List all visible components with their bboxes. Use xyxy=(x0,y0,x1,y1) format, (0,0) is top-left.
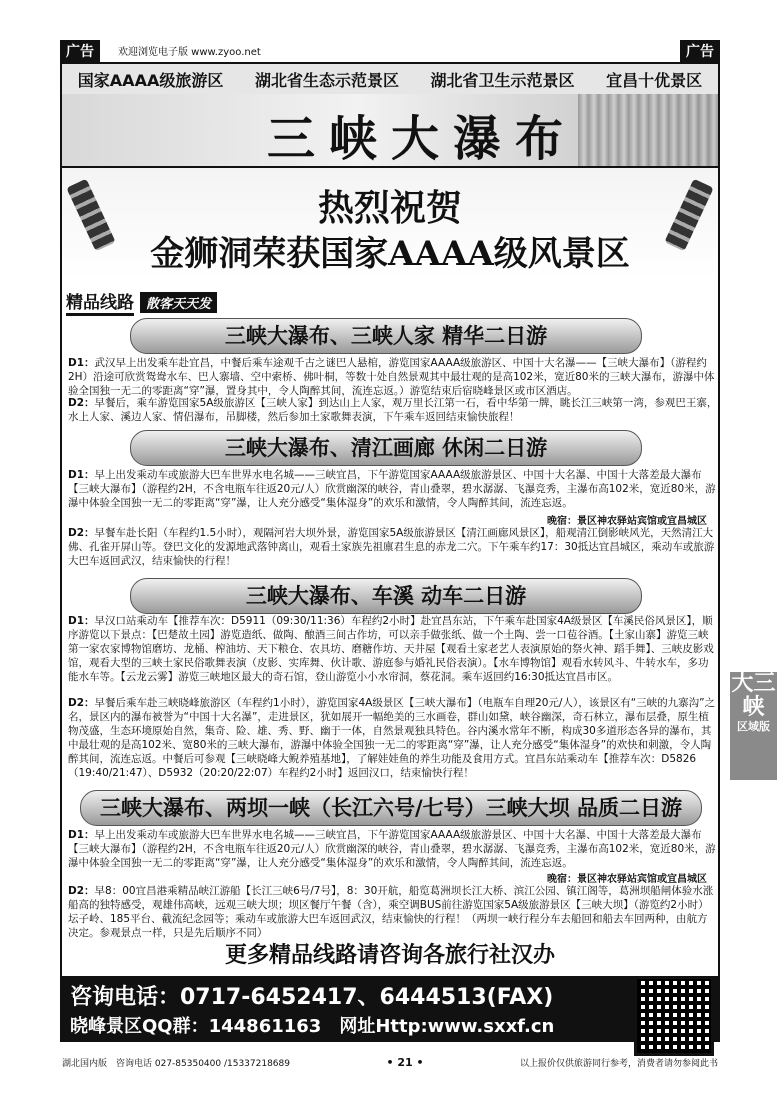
route-title: 三峡大瀑布、清江画廊 休闲二日游 xyxy=(130,430,642,466)
route-note: 晚宿：景区神农驿站宾馆或宜昌城区 xyxy=(547,516,707,527)
route-note: 晚宿：景区神农驿站宾馆或宜昌城区 xyxy=(547,874,707,885)
footer-right: 以上报价仅供旅游同行参考，消费者请勿参阅此书 xyxy=(519,1059,718,1069)
badge-2: 湖北省生态示范景区 xyxy=(254,70,399,90)
phone-number[interactable]: 咨询电话：0717-6452417、6444513(FAX) xyxy=(70,985,554,1010)
route-day: D2：早餐后乘车赴三峡晓峰旅游区（车程约1小时），游览国家4A级景区【三峡大瀑布】（电瓶车自理20元/人），该景区有“三峡的九寨沟”之名，景区内的瀑布被誉为“中国十大名瀑”，走进景区，犹如展开一幅绝美的三水画卷，群山如黛，峡谷幽深，奇石林立，瀑布层叠，原生植物茂盛，生态环境原始自然，集奇、险、雄、秀、野、幽于一体，自然景观独具特色。谷内溪水常年不断，构成30多道形态各异的瀑布，其中最壮观的是高102米、宽80米的三峡大瀑布，游瀑中体验全国独一无二的零距离“穿”瀑，让人充分感受“集体湿身”的欢快和刺激，令人陶醉其间，流连忘返。中餐后可参观【三峡晓峰大鲵养殖基地】，了解娃娃鱼的养生功能及食用方式。宜昌东站乘动车【推荐车次：D5826（19:40/21:47）、D5932（20:20/22:07）车程约2小时】返回汉口，结束愉快行程！ xyxy=(68,697,716,779)
route-title: 三峡大瀑布、两坝一峡（长江六号/七号）三峡大坝 品质二日游 xyxy=(80,790,702,826)
route-day: D2：早餐车赴长阳（车程约1.5小时），观隔河岩大坝外景，游览国家5A级旅游景区【清江画廊风景区】，船观清江倒影峡风光，天然清江大佛、孔雀开屏山等。登巴文化的发源地武落钟离山，观看土家族先祖廪君生息的赤龙二穴。下午乘车约17：30抵达宜昌城区，乘动车或旅游大巴车返回武汉，结束愉快的行程！ xyxy=(68,527,715,567)
hero-banner xyxy=(62,94,718,168)
route-day: D1：早汉口站乘动车【推荐车次：D5911（09:30/11:36）车程约2小时】赴宜昌东站，下午乘车赴国家4A级景区【车溪民俗风景区】，顺序游览以下景点：【巴楚故土园】游览造纸、做陶、酿酒三间古作坊，可以亲手做张纸、做一个土陶、尝一口苞谷酒。【土家山寨】游览三峡第一家农家博物馆磨坊、龙桶、榨油坊、天下粮仓、农具坊、磨糖作坊、天井屋【观看土家老艺人表演原始的祭火神、蹈手舞】、三峡皮影戏馆，观看大型的三峡土家民俗歌舞表演（皮影、实库舞、伙计歌、游庭参与婚礼民俗表演）。【水车博物馆】观看水转风斗、牛转水车，多功能水车等。【云龙云雾】游览三峡地区最大的奇石馆，登山游览小小水帘洞，蔡花洞。乘车返回约16:30抵达宜昌市区。 xyxy=(68,615,714,683)
top-strip xyxy=(60,40,720,60)
qr-code-icon[interactable] xyxy=(634,976,714,1056)
call-to-action: 更多精品线路请咨询各旅行社汉办 xyxy=(224,943,555,968)
route-day: D1：早上出发乘动车或旅游大巴车世界水电名城——三峡宜昌，下午游览国家AAAA级旅游景区、中国十大名瀑、中国十大落差最大瀑布【三峡大瀑布】（游程约2H，不含电瓶车往返20元/人）欣赏幽深的峡谷，青山叠翠，碧水潺潺、飞瀑竞秀，主瀑布高102米，宽近80米，游瀑中体验全国独一无二的零距离“穿”瀑，让人充分感受“集体湿身”的欢乐和激情，令人陶醉其间，流连忘返。 xyxy=(68,829,716,869)
congrats-block xyxy=(62,168,718,278)
side-tab[interactable] xyxy=(730,672,777,780)
route-day: D2：早8：00宜昌港乘精品峡江游船【长江三峡6号/7号】，8：30开航，船览葛洲坝长江大桥、滨江公园、镇江阁等，葛洲坝船闸体验水涨船高的独特感受，观雄伟高峡，远观三峡大坝；坝区餐厅午餐（含），乘空调BUS前往游览国家5A级旅游景区【三峡大坝】（游览约2小时）坛子岭、185平台、截流纪念园等；乘动车或旅游大巴车返回武汉，结束愉快的行程！（两坝一峡行程分车去船回和船去车回两种，由航方决定。参观景点一样，只是先后顺序不同） xyxy=(68,885,714,939)
ad-label-left: 广告 xyxy=(60,40,100,62)
side-tab-title: 大三峡 xyxy=(731,671,776,720)
qq-and-website[interactable]: 晓峰景区QQ群：144861163 网址Http:www.sxxf.cn xyxy=(70,1016,555,1037)
honor-badges xyxy=(62,64,718,94)
congrats-subtitle: 金狮洞荣获国家AAAA级风景区 xyxy=(150,234,630,274)
route-day: D2：早餐后，乘车游览国家5A级旅游区【三峡人家】到达山上人家，观万里长江第一石，看中华第一牌，眺长江三峡第一湾，参观巴王寨，水上人家、溪边人家、情侣瀑布，吊脚楼，然后参加土家歌舞表演，下午乘车返回结束愉快旅程！ xyxy=(68,397,718,423)
section-header xyxy=(66,290,217,314)
contact-box xyxy=(62,976,718,1040)
route-title: 三峡大瀑布、车溪 动车二日游 xyxy=(130,578,642,614)
badge-4: 宜昌十优景区 xyxy=(606,70,703,90)
section-slogan: 散客天天发 xyxy=(140,292,217,313)
site-url[interactable]: 欢迎浏览电子版 www.zyoo.net xyxy=(118,46,261,58)
page-number: • 21 • xyxy=(386,1056,424,1069)
route-day: D1：武汉早上出发乘车赴宜昌，中餐后乘车途观千古之谜巴人悬棺，游览国家AAAA级旅游区、中国十大名瀑——【三峡大瀑布】（游程约2H）沿途可欣赏鸳鸯水车、巴人寨墙、空中索桥、佛叶桐，等数十处自然景观其中最壮观的是高102米，宽近80米的三峡大瀑布，游瀑中体验全国独一无二的零距离“穿”瀑，置身其中，令人陶醉其间，流连忘返。）游览结束后宿晓峰景区或市区酒店。 xyxy=(68,357,715,397)
section-title: 精品线路 xyxy=(66,288,134,316)
footer-left: 湖北国内版 咨询电话 027-85350400 /15337218689 xyxy=(62,1059,290,1069)
badge-3: 湖北省卫生示范景区 xyxy=(430,70,575,90)
badge-1: 国家AAAA级旅游区 xyxy=(77,70,224,90)
ad-label-right: 广告 xyxy=(680,40,720,62)
page-footer xyxy=(62,1056,718,1069)
hero-title: 三峡大瀑布 xyxy=(266,111,577,167)
route-title: 三峡大瀑布、三峡人家 精华二日游 xyxy=(130,318,642,354)
side-tab-subtitle: 区域版 xyxy=(737,720,770,733)
route-day: D1：早上出发乘动车或旅游大巴车世界水电名城——三峡宜昌，下午游览国家AAAA级旅游景区、中国十大名瀑、中国十大落差最大瀑布【三峡大瀑布】（游程约2H，不含电瓶车往返20元/人）欣赏幽深的峡谷，青山叠翠，碧水潺潺、飞瀑竞秀，主瀑布高102米，宽近80米，游瀑中体验全国独一无二的零距离“穿”瀑，让人充分感受“集体湿身”的欢乐和激情，令人陶醉其间，流连忘返。 xyxy=(68,469,716,509)
congrats-title: 热烈祝贺 xyxy=(317,187,462,229)
